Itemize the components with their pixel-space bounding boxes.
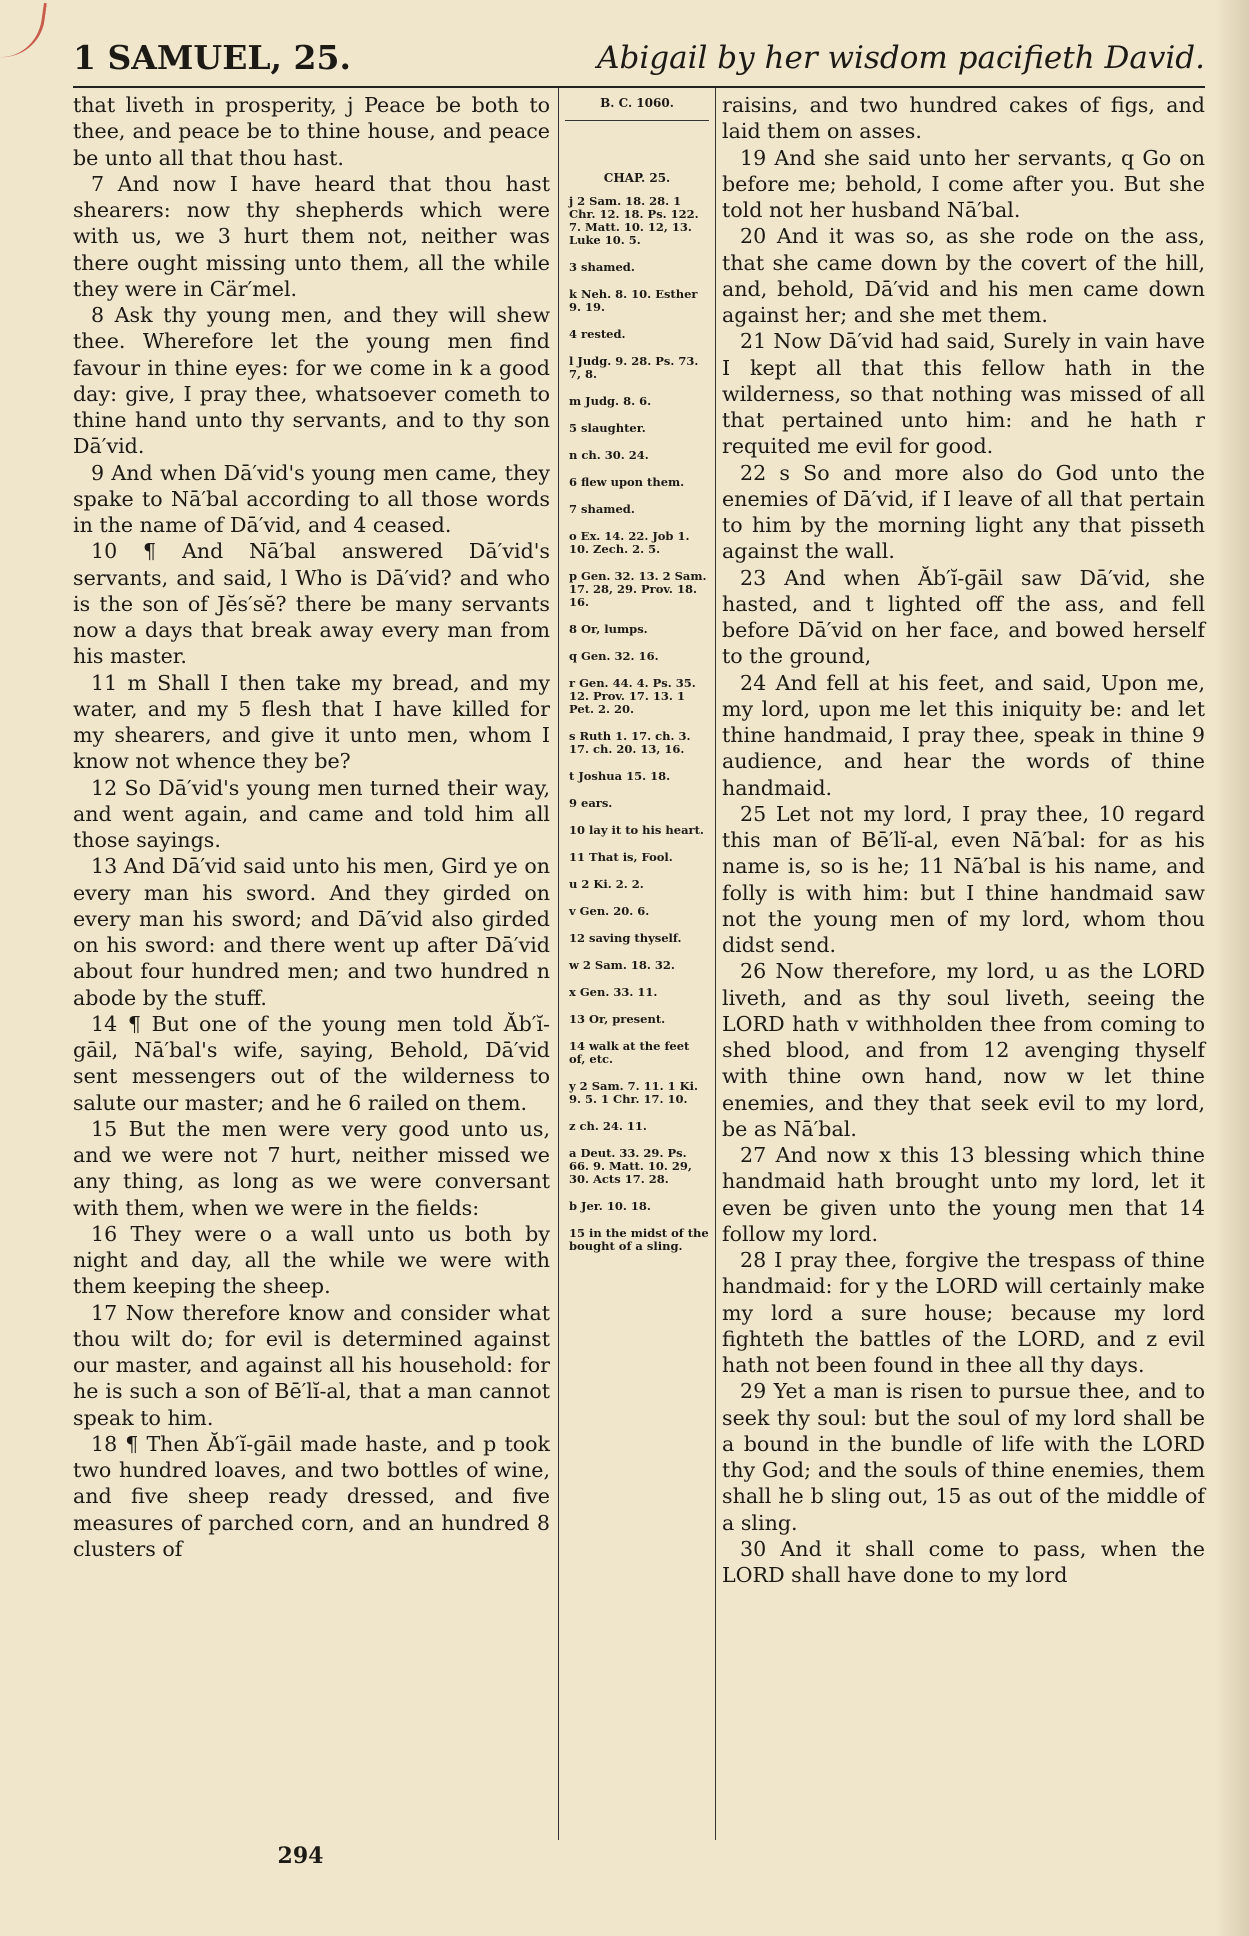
cross-reference: t Joshua 15. 18. — [569, 769, 671, 783]
verse-paragraph: 16 They were o a wall unto us both by night and day, all the while we were with them keeping the sheep. — [73, 1221, 550, 1299]
era-date: B. C. 1060. — [565, 88, 709, 121]
cross-reference: s Ruth 1. 17. ch. 3. 17. ch. 20. 13, 16. — [569, 729, 691, 756]
verse-paragraph: 12 So Dā′vid's young men turned their way, and went again, and came and told him all those sayings. — [73, 775, 550, 852]
cross-reference: 9 ears. — [569, 796, 613, 810]
reference-list — [559, 195, 715, 1253]
verse-paragraph: 13 And Dā′vid said unto his men, Gird ye on every man his sword. And they girded on every man his sword; and Dā′vid also girded on his sword: and there went up after Dā′vid about four hundred men; and two hundred n abode by the stuff. — [73, 854, 550, 1010]
verse-paragraph: 18 ¶ Then Ăb′ĭ-gāil made haste, and p took two hundred loaves, and two bottles of wine, and five sheep ready dressed, and five measures of parched corn, and an hundred 8 clusters of — [73, 1431, 550, 1561]
verse-paragraph: 11 m Shall I then take my bread, and my water, and my 5 flesh that I have killed for my shearers, and give it unto men, whom I know not whence they be? — [73, 670, 550, 774]
verse-paragraph: 10 ¶ And Nā′bal answered Dā′vid's servants, and said, l Who is Dā′vid? and who is the son of Jĕs′sĕ? there be many servants now a days that break away every man from his master. — [73, 539, 550, 669]
verse-paragraph: 17 Now therefore know and consider what thou wilt do; for evil is determined against our master, and against all his household: for he is such a son of Bē′lĭ-al, that a man cannot speak to him. — [73, 1300, 550, 1430]
verse-paragraph: 29 Yet a man is risen to pursue thee, and to seek thy soul: but the soul of my lord shall be a bound in the bundle of life with the LORD thy God; and the souls of thine enemies, them shall he b sling out, 15 as out of the middle of a sling. — [722, 1379, 1205, 1535]
cross-reference: 7 shamed. — [569, 502, 635, 516]
cross-reference: 12 saving thyself. — [569, 931, 682, 945]
cross-reference: z ch. 24. 11. — [569, 1119, 647, 1133]
page-number: 294 — [277, 1843, 324, 1869]
cross-reference: n ch. 30. 24. — [569, 448, 649, 462]
cross-reference: 8 Or, lumps. — [569, 622, 648, 636]
verse-paragraph: 9 And when Dā′vid's young men came, they spake to Nā′bal according to all those words in the name of Dā′vid, and 4 ceased. — [73, 460, 550, 537]
cross-reference: v Gen. 20. 6. — [569, 904, 650, 918]
cross-reference: k Neh. 8. 10. Esther 9. 19. — [569, 287, 698, 314]
cross-reference: r Gen. 44. 4. Ps. 35. 12. Prov. 17. 13. 1 Pet. 2. 20. — [569, 676, 696, 716]
verse-paragraph: 30 And it shall come to pass, when the LORD shall have done to my lord — [722, 1536, 1205, 1587]
verse-paragraph: 15 But the men were very good unto us, and we were not 7 hurt, neither missed we any thing, as long as we were conversant with them, when we were in the fields: — [73, 1116, 550, 1220]
verse-paragraph: 26 Now therefore, my lord, u as the LORD liveth, and as thy soul liveth, seeing the LORD hath v withholden thee from coming to shed blood, and from 12 avenging thyself with thine own hand, now w let thine enemies, and they that seek evil to my lord, be as Nā′bal. — [722, 959, 1205, 1141]
verse-paragraph: 28 I pray thee, forgive the trespass of thine handmaid: for y the LORD will certainly make my lord a sure house; because my lord fighteth the battles of the LORD, and z evil hath not been found in thee all thy days. — [722, 1248, 1205, 1377]
cross-reference: p Gen. 32. 13. 2 Sam. 17. 28, 29. Prov. 18. 16. — [569, 569, 707, 609]
cross-reference: 4 rested. — [569, 327, 626, 341]
cross-reference: 3 shamed. — [569, 260, 635, 274]
verse-paragraph: 24 And fell at his feet, and said, Upon me, my lord, upon me let this iniquity be: and let thine handmaid, I pray thee, speak in thine 9 audience, and hear the words of thine handmaid. — [722, 670, 1205, 800]
verse-paragraph: 14 ¶ But one of the young men told Ăb′ĭ-gāil, Nā′bal's wife, saying, Behold, Dā′vid sent messengers out of the wilderness to salute our master; and he 6 railed on them. — [73, 1011, 550, 1115]
verse-paragraph: that liveth in prosperity, j Peace be both to thee, and peace be to thine house, and peace be unto all that thou hast. — [73, 93, 550, 170]
cross-reference: o Ex. 14. 22. Job 1. 10. Zech. 2. 5. — [569, 529, 690, 556]
verse-paragraph: 27 And now x this 13 blessing which thine handmaid hath brought unto my lord, let it even be given unto the young men that 14 follow my lord. — [722, 1143, 1205, 1246]
cross-reference: u 2 Ki. 2. 2. — [569, 877, 644, 891]
cross-reference: 14 walk at the feet of, etc. — [569, 1039, 690, 1066]
cross-reference: a Deut. 33. 29. Ps. 66. 9. Matt. 10. 29, 30. Acts 17. 28. — [569, 1146, 692, 1186]
cross-reference: x Gen. 33. 11. — [569, 985, 658, 999]
cross-reference: y 2 Sam. 7. 11. 1 Ki. 9. 5. 1 Chr. 17. 10. — [569, 1079, 699, 1106]
cross-reference: 10 lay it to his heart. — [569, 823, 704, 837]
book-chapter-heading: 1 SAMUEL, 25. — [73, 38, 351, 77]
page-edge-shadow — [1215, 0, 1249, 1936]
cross-reference: l Judg. 9. 28. Ps. 73. 7, 8. — [569, 354, 699, 381]
verse-paragraph: 25 Let not my lord, I pray thee, 10 regard this man of Bē′lĭ-al, even Nā′bal: for as his name is, so is he; 11 Nā′bal is his name, and folly is with him: but I thine handmaid saw not the young men of my lord, whom thou didst send. — [722, 801, 1205, 957]
cross-reference: w 2 Sam. 18. 32. — [569, 958, 675, 972]
verse-paragraph: raisins, and two hundred cakes of figs, and laid them on asses. — [722, 93, 1205, 144]
page-footer — [0, 1843, 1249, 1869]
verse-paragraph: 19 And she said unto her servants, q Go on before me; behold, I come after you. But she told not her husband Nā′bal. — [722, 145, 1205, 222]
verse-paragraph: 7 And now I have heard that thou hast shearers: now thy shepherds which were with us, we 3 hurt them not, neither was there ought missing unto them, all the while they were in Cär′mel. — [73, 171, 550, 301]
cross-reference: b Jer. 10. 18. — [569, 1199, 651, 1213]
verse-paragraph: 22 s So and more also do God unto the enemies of Dā′vid, if I leave of all that pertain to him by the morning light any that pisseth against the wall. — [722, 460, 1205, 564]
cross-reference: 15 in the midst of the bought of a sling. — [569, 1226, 709, 1253]
chapter-label: CHAP. 25. — [603, 171, 671, 185]
running-header — [73, 38, 1205, 84]
cross-reference: m Judg. 8. 6. — [569, 394, 652, 408]
cross-reference: q Gen. 32. 16. — [569, 649, 659, 663]
cross-reference: 13 Or, present. — [569, 1012, 666, 1026]
pencil-mark — [0, 0, 47, 63]
verse-paragraph: 20 And it was so, as she rode on the ass, that she came down by the covert of the hill, and, behold, Dā′vid and his men came down against her; and she met them. — [722, 224, 1205, 327]
verse-paragraph: 8 Ask thy young men, and they will shew thee. Wherefore let the young men find favour in thine eyes: for we come in k a good day: give, I pray thee, whatsoever cometh to thine hand unto thy servants, and to thy son Dā′vid. — [73, 303, 550, 459]
verse-paragraph: 23 And when Ăb′ĭ-gāil saw Dā′vid, she hasted, and t lighted off the ass, and fell before Dā′vid on her face, and bowed herself to the ground, — [722, 565, 1205, 669]
cross-reference: 6 flew upon them. — [569, 475, 685, 489]
center-reference-column — [558, 88, 716, 1840]
verse-paragraph: 21 Now Dā′vid had said, Surely in vain have I kept all that this fellow hath in the wilderness, so that nothing was missed of all that pertained unto him: and he hath r requited me evil for good. — [722, 329, 1205, 459]
left-text-column — [73, 92, 550, 1562]
cross-reference: 5 slaughter. — [569, 421, 646, 435]
cross-reference: j 2 Sam. 18. 28. 1 Chr. 12. 18. Ps. 122. 7. Matt. 10. 12, 13. Luke 10. 5. — [569, 194, 699, 247]
running-title: Abigail by her wisdom pacifieth David. — [597, 40, 1205, 76]
right-text-column — [722, 92, 1205, 1588]
cross-reference: 11 That is, Fool. — [569, 850, 673, 864]
